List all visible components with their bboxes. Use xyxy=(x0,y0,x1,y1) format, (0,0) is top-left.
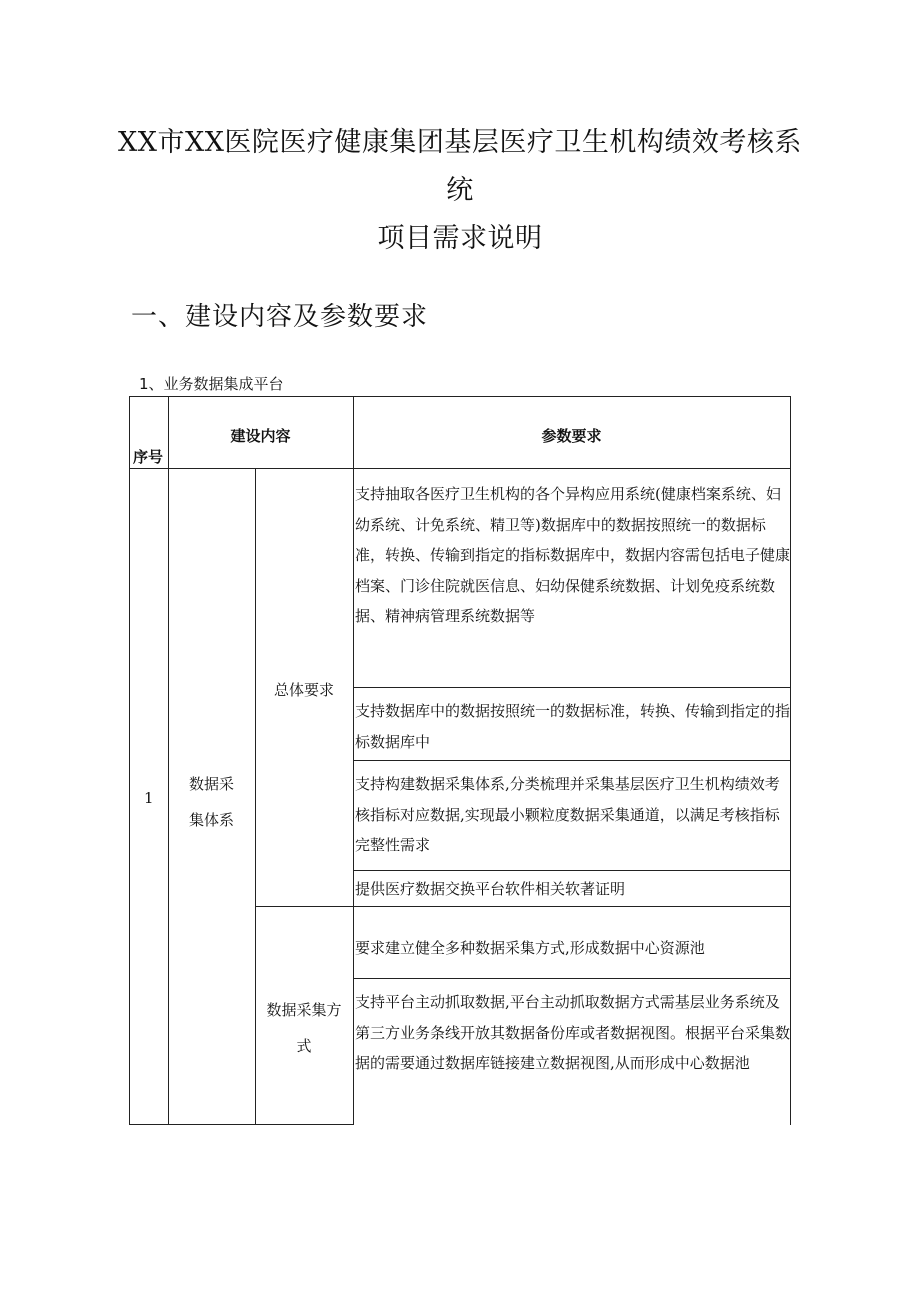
section-heading: 一、建设内容及参数要求 xyxy=(131,302,429,332)
table-border-left xyxy=(129,396,130,1125)
header-content: 建设内容 xyxy=(230,427,291,445)
group-label-line-2: 式 xyxy=(296,1037,312,1055)
param-requirement: 支持构建数据采集体系,分类梳理并采集基层医疗卫生机构绩效考核指标对应数据,实现最小颗粒度数据采集通道，以满足考核指标完整性需求 xyxy=(355,775,780,854)
header-params: 参数要求 xyxy=(541,427,602,445)
group-label-collection-method xyxy=(255,992,353,1064)
table-border-bottom xyxy=(129,1124,354,1125)
param-requirement: 要求建立健全多种数据采集方式,形成数据中心资源池 xyxy=(355,939,705,957)
document-title-line-1: XX市XX医院医疗健康集团基层医疗卫生机构绩效考核系 xyxy=(118,127,802,158)
param-requirement: 支持抽取各医疗卫生机构的各个异构应用系统(健康档案系统、妇幼系统、计免系统、精卫等)数据库中的数据按照统一的数据标准，转换、传输到指定的指标数据库中，数据内容需包括电子健康档案、门诊住院就医信息、妇幼保健系统数据、计划免疫系统数据、精神病管理系统数据等 xyxy=(355,485,791,625)
group-divider xyxy=(255,906,790,907)
header-index: 序号 xyxy=(133,448,164,466)
document-title-line-2: 统 xyxy=(446,175,474,206)
category-label-line-2: 集体系 xyxy=(188,811,234,829)
row-divider xyxy=(353,687,790,688)
subsection-heading: 1、业务数据集成平台 xyxy=(139,375,284,393)
category-label xyxy=(168,766,255,838)
col-divider-index xyxy=(168,396,169,1125)
row-divider xyxy=(353,978,790,979)
row-divider xyxy=(353,870,790,871)
param-requirement: 提供医疗数据交换平台软件相关软著证明 xyxy=(355,880,626,898)
category-label-line-1: 数据采 xyxy=(188,775,234,793)
row-index: 1 xyxy=(144,789,154,807)
table-header-divider xyxy=(129,468,790,469)
table-border-top xyxy=(129,396,790,397)
group-label-line-1: 数据采集方 xyxy=(266,1001,342,1019)
group-label-overall: 总体要求 xyxy=(273,681,334,699)
param-requirement: 支持平台主动抓取数据,平台主动抓取数据方式需基层业务系统及第三方业务条线开放其数据备份库或者数据视图。根据平台采集数据的需要通过数据库链接建立数据视图,从而形成中心数据池 xyxy=(355,993,791,1072)
param-requirement: 支持数据库中的数据按照统一的数据标准，转换、传输到指定的指标数据库中 xyxy=(355,702,791,751)
row-divider xyxy=(353,760,790,761)
document-subtitle: 项目需求说明 xyxy=(377,223,543,254)
